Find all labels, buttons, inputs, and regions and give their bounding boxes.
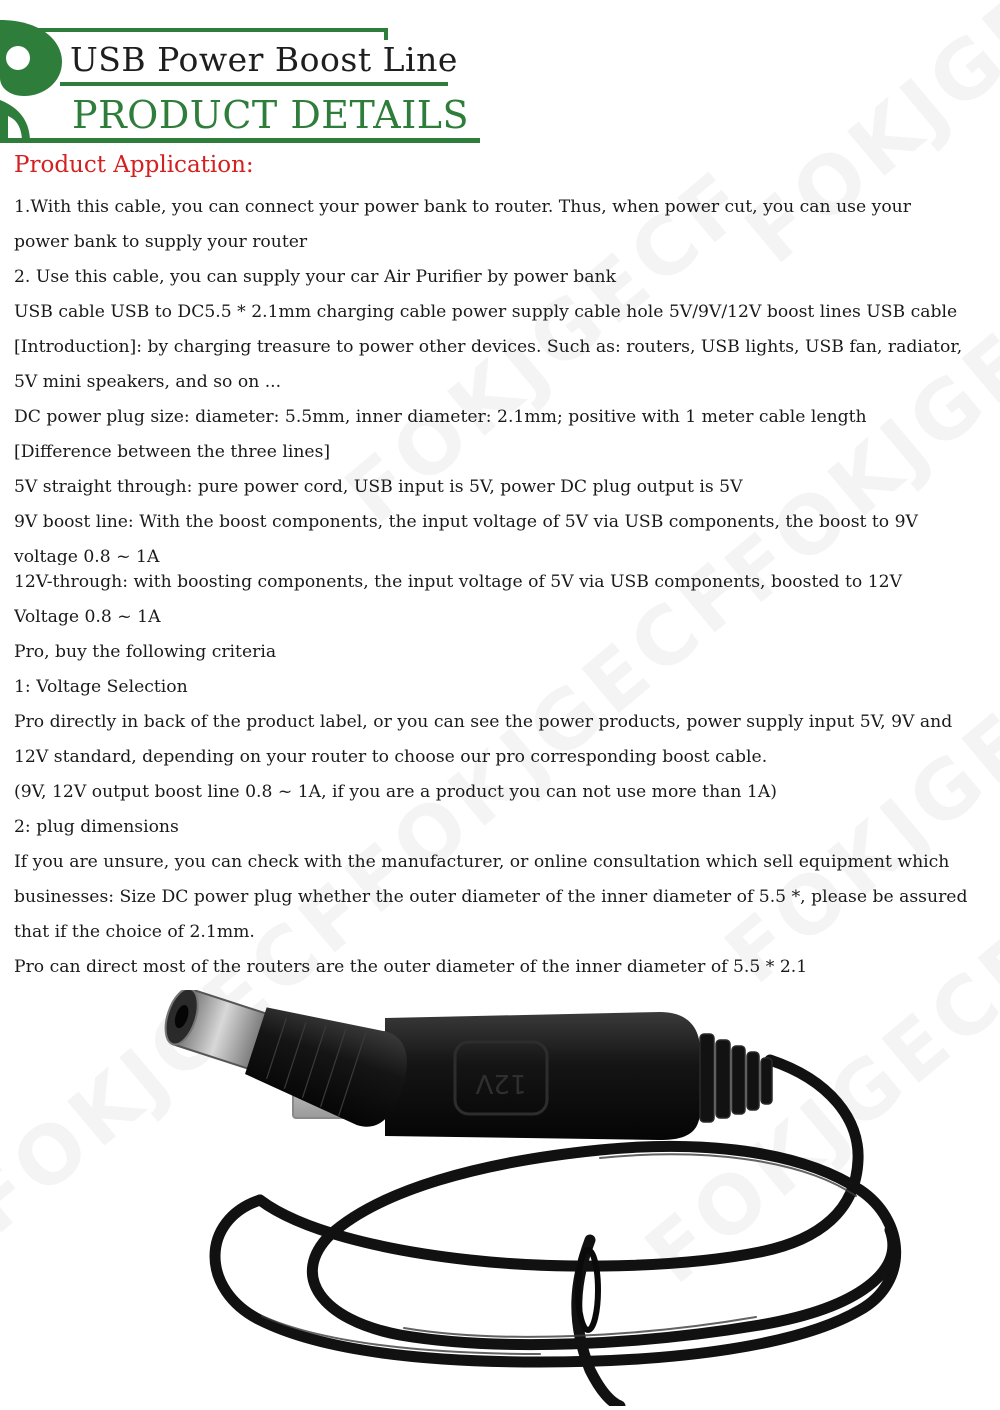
description-line: If you are unsure, you can check with the manufacturer, or online consultation which sell equipment which bbox=[14, 852, 950, 872]
description-line: 2: plug dimensions bbox=[14, 817, 179, 837]
description-line: DC power plug size: diameter: 5.5mm, inner diameter: 2.1mm; positive with 1 meter cable length bbox=[14, 407, 867, 427]
product-description bbox=[14, 190, 994, 985]
usb-cable-illustration bbox=[0, 990, 1000, 1406]
product-photo bbox=[0, 990, 1000, 1406]
description-line: 12V-through: with boosting components, the input voltage of 5V via USB components, boosted to 12V bbox=[14, 572, 903, 592]
description-line: 1: Voltage Selection bbox=[14, 677, 188, 697]
description-line: Voltage 0.8 ~ 1A bbox=[14, 607, 161, 627]
section-heading: Product Application: bbox=[14, 152, 254, 178]
description-line: power bank to supply your router bbox=[14, 232, 308, 252]
module-label: 12V bbox=[475, 1068, 527, 1098]
description-line: [Introduction]: by charging treasure to power other devices. Such as: routers, USB lights, USB fan, radiator, bbox=[14, 337, 963, 357]
description-line: (9V, 12V output boost line 0.8 ~ 1A, if you are a product you can not use more than 1A) bbox=[14, 782, 777, 802]
description-line: USB cable USB to DC5.5 * 2.1mm charging cable power supply cable hole 5V/9V/12V boost lines USB cable bbox=[14, 302, 958, 322]
description-line: 5V straight through: pure power cord, USB input is 5V, power DC plug output is 5V bbox=[14, 477, 743, 497]
dc-barrel-plug bbox=[153, 990, 417, 1135]
description-line: Pro directly in back of the product label, or you can see the power products, power supply input 5V, 9V and bbox=[14, 712, 953, 732]
description-line: Pro, buy the following criteria bbox=[14, 642, 277, 662]
description-line: that if the choice of 2.1mm. bbox=[14, 922, 255, 942]
banner-subtitle: PRODUCT DETAILS bbox=[72, 93, 470, 137]
description-line: 2. Use this cable, you can supply your car Air Purifier by power bank bbox=[14, 267, 617, 287]
description-line: 5V mini speakers, and so on ... bbox=[14, 372, 282, 392]
description-line: voltage 0.8 ~ 1A bbox=[14, 547, 160, 565]
banner-title: USB Power Boost Line bbox=[70, 40, 458, 79]
description-line: Pro can direct most of the routers are the outer diameter of the inner diameter of 5.5 * 2.1 bbox=[14, 957, 808, 977]
description-line: 12V standard, depending on your router to choose our pro corresponding boost cable. bbox=[14, 747, 768, 767]
usb-boost-module bbox=[385, 1012, 772, 1140]
description-line: businesses: Size DC power plug whether the outer diameter of the inner diameter of 5.5 *, please be assured bbox=[14, 887, 968, 907]
header-banner bbox=[0, 0, 490, 150]
description-line: [Difference between the three lines] bbox=[14, 442, 331, 462]
description-line: 9V boost line: With the boost components, the input voltage of 5V via USB components, the boost to 9V bbox=[14, 512, 918, 532]
description-line: 1.With this cable, you can connect your power bank to router. Thus, when power cut, you can use your bbox=[14, 197, 911, 217]
